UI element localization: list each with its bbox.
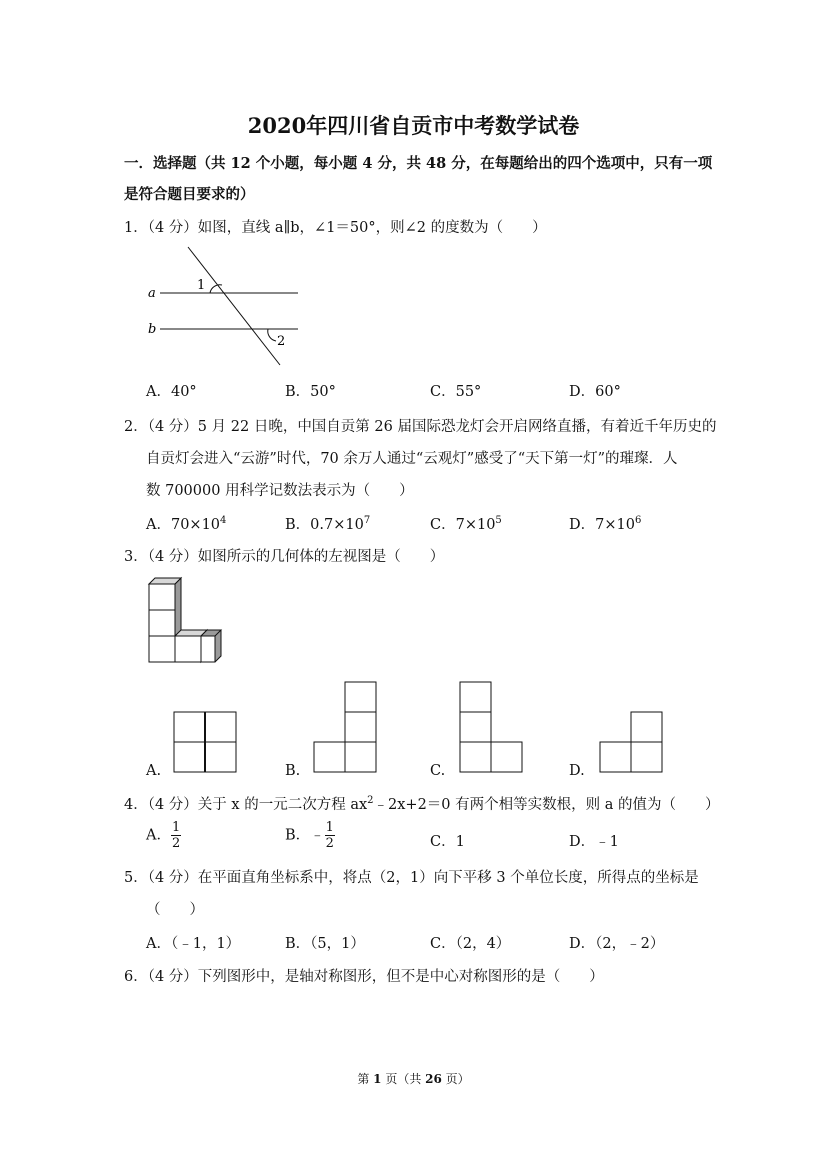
- q3-option-d: D.: [569, 763, 585, 779]
- q1-option-d: D．60°: [569, 384, 621, 400]
- q3-figure-solid: [145, 576, 225, 668]
- q2-line1: 2．（4 分）5 月 22 日晚，中国自贡第 26 届国际恐龙灯会开启网络直播，有着近千年历史的: [124, 419, 717, 435]
- q2-option-d: D．$7\times 10^6$: [569, 515, 642, 533]
- q3-option-c: C.: [430, 763, 446, 779]
- section-heading-line2: 是符合题目要求的）: [124, 186, 255, 203]
- label-angle-2: 2: [277, 334, 286, 349]
- q3-option-c-figure: [458, 680, 524, 774]
- q2-line3: 数 700000 用科学记数法表示为（ ）: [146, 483, 414, 499]
- q2-option-a: A．$70\times 10^4$: [146, 515, 227, 533]
- q3-stem: 3．（4 分）如图所示的几何体的左视图是（ ）: [124, 549, 445, 565]
- q5-option-b: B．（5，1）: [285, 936, 365, 952]
- q5-option-d: D．（2，﹣2）: [569, 936, 665, 952]
- q5-option-a: A．（﹣1，1）: [146, 936, 241, 952]
- q4-option-b: B．﹣ $\frac{1}{2}$: [285, 820, 334, 851]
- q3-option-d-figure: [598, 710, 664, 774]
- page-title: 2020年四川省自贡市中考数学试卷: [247, 113, 580, 138]
- q2-option-b: B．$0.7\times 10^7$: [285, 515, 371, 533]
- label-angle-1: 1: [197, 278, 206, 293]
- q1-figure-parallel-lines: [140, 245, 310, 375]
- q5-line2: （ ）: [146, 902, 204, 918]
- q2-option-c: C．$7\times 10^5$: [430, 515, 502, 533]
- q4-option-a: A． $\frac{1}{2}$: [146, 820, 181, 851]
- label-b: b: [148, 322, 157, 337]
- q4-option-d: D．﹣1: [569, 834, 619, 850]
- q5-option-c: C．（2，4）: [430, 936, 511, 952]
- label-a: a: [148, 286, 156, 301]
- q2-line2: 自贡灯会进入“云游”时代，70 余万人通过“云观灯”感受了“天下第一灯”的璀璨．人: [146, 451, 678, 467]
- q4-stem: 4．（4 分）关于 x 的一元二次方程 $ax^2﹣2x+2=0$ 有两个相等实数根，则 a 的值为（ ）: [124, 795, 720, 813]
- q1-option-c: C．55°: [430, 384, 482, 400]
- q1-option-a: A．40°: [146, 384, 197, 400]
- q5-line1: 5．（4 分）在平面直角坐标系中，将点（2，1）向下平移 3 个单位长度，所得点的坐标是: [124, 870, 699, 886]
- q3-option-b: B.: [285, 763, 301, 779]
- q1-stem: 1．（4 分）如图，直线 a∥b，∠1＝50°，则∠2 的度数为（ ）: [124, 220, 547, 236]
- q3-option-a-figure: [172, 710, 238, 774]
- section-heading-line1: 一．选择题（共 12 个小题，每小题 4 分，共 48 分，在每题给出的四个选项中，只有一项: [124, 155, 713, 172]
- page-footer: 第 1 页（共 26 页）: [357, 1072, 470, 1086]
- q3-option-a: A.: [146, 763, 162, 779]
- q6-stem: 6．（4 分）下列图形中，是轴对称图形，但不是中心对称图形的是（ ）: [124, 969, 604, 985]
- q4-option-c: C．1: [430, 834, 465, 850]
- q1-option-b: B．50°: [285, 384, 336, 400]
- q3-option-b-figure: [312, 680, 378, 774]
